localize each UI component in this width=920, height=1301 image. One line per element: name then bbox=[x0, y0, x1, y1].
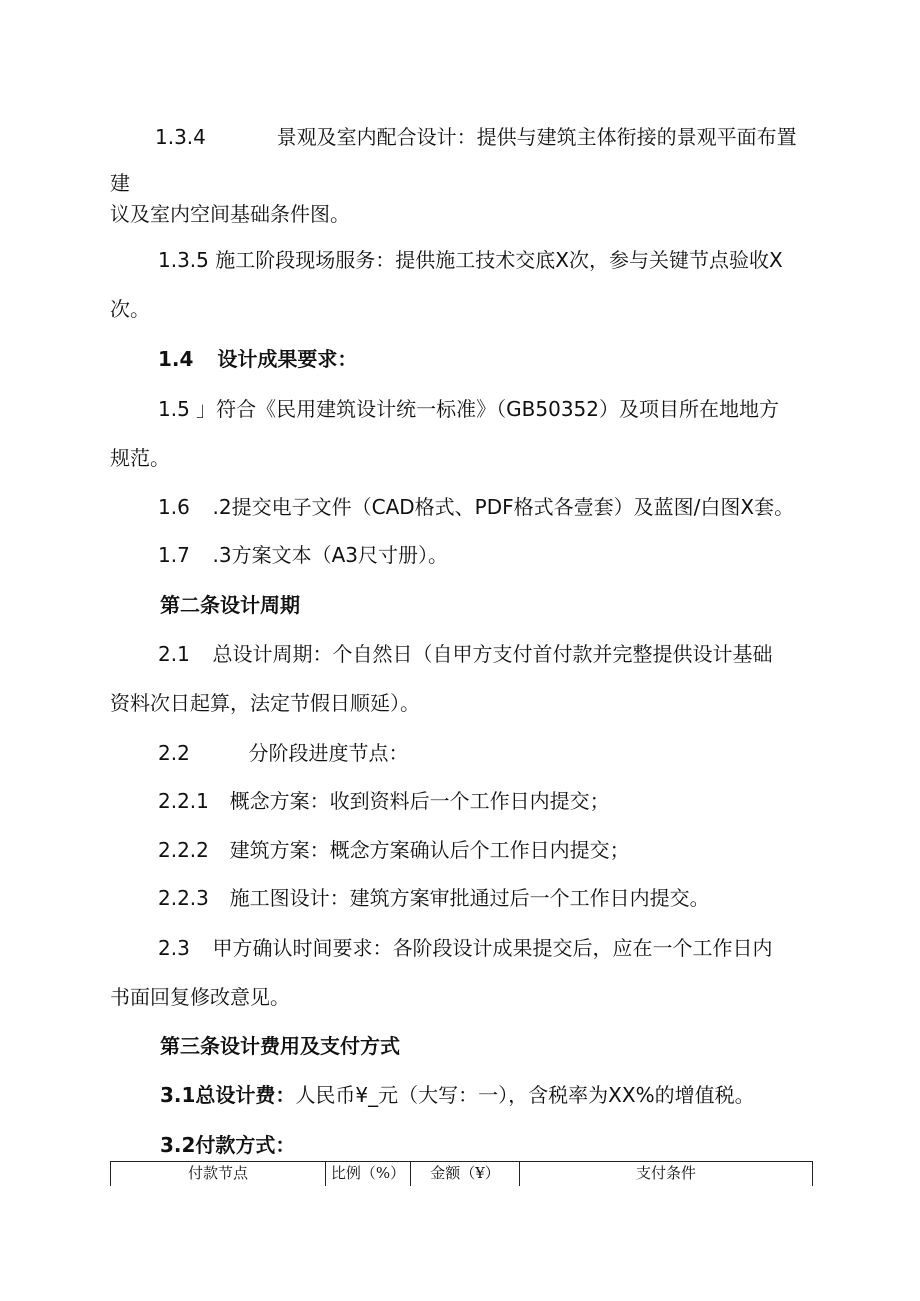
clause-2-2-1 bbox=[158, 788, 610, 814]
clause-1-3-4 bbox=[155, 124, 797, 150]
clause-label: 3.1总设计费： bbox=[160, 1083, 296, 1107]
clause-text: 分阶段进度节点： bbox=[248, 741, 409, 765]
clause-2-3-wrap: 书面回复修改意见。 bbox=[110, 985, 290, 1009]
clause-text: .3方案文本（A3尺寸册）。 bbox=[212, 543, 449, 567]
clause-2-2-2 bbox=[158, 837, 630, 863]
clause-1-5: 1.5 」符合《民用建筑设计统一标准》（GB50352）及项目所在地地方 bbox=[158, 397, 780, 421]
clause-text: 景观及室内配合设计：提供与建筑主体衔接的景观平面布置 bbox=[276, 125, 797, 149]
clause-number: 2.1 bbox=[158, 642, 190, 666]
clause-number: 1.3.4 bbox=[155, 125, 206, 149]
table-header-row bbox=[111, 1162, 813, 1187]
payment-table bbox=[110, 1161, 813, 1186]
clause-text: 总设计周期：个自然日（自甲方支付首付款并完整提供设计基础 bbox=[212, 642, 773, 666]
clause-1-3-5-wrap: 次。 bbox=[110, 297, 150, 321]
clause-2-2 bbox=[158, 740, 409, 766]
article-2-title: 第二条设计周期 bbox=[160, 593, 300, 617]
clause-1-3-5: 1.3.5 施工阶段现场服务：提供施工技术交底X次，参与关键节点验收X bbox=[158, 248, 783, 272]
clause-2-2-3 bbox=[158, 885, 710, 911]
clause-2-3 bbox=[158, 935, 773, 961]
clause-2-1-wrap: 资料次日起算，法定节假日顺延）。 bbox=[110, 691, 420, 715]
clause-3-1 bbox=[160, 1082, 755, 1108]
clause-1-3-4-wrap-1: 建 bbox=[110, 171, 130, 195]
clause-3-2: 3.2付款方式： bbox=[160, 1133, 296, 1157]
clause-1-4 bbox=[158, 346, 357, 372]
header-ratio: 比例（%） bbox=[326, 1162, 411, 1187]
clause-text: 甲方确认时间要求：各阶段设计成果提交后，应在一个工作日内 bbox=[212, 936, 773, 960]
header-payment-condition: 支付条件 bbox=[520, 1162, 813, 1187]
clause-text: 概念方案：收到资料后一个工作日内提交； bbox=[229, 789, 610, 813]
page-cutoff bbox=[100, 1186, 820, 1301]
article-3-title: 第三条设计费用及支付方式 bbox=[160, 1034, 400, 1058]
clause-number: 2.2.1 bbox=[158, 789, 209, 813]
clause-text: 施工图设计：建筑方案审批通过后一个工作日内提交。 bbox=[229, 886, 710, 910]
clause-number: 2.2.2 bbox=[158, 838, 209, 862]
clause-1-3-4-wrap-2: 议及室内空间基础条件图。 bbox=[110, 202, 350, 226]
clause-2-1 bbox=[158, 641, 773, 667]
header-payment-node: 付款节点 bbox=[111, 1162, 326, 1187]
clause-number: 2.2 bbox=[158, 741, 190, 765]
header-amount: 金额（¥） bbox=[411, 1162, 520, 1187]
clause-1-5-wrap: 规范。 bbox=[110, 446, 170, 470]
clause-number: 1.4 bbox=[158, 347, 194, 371]
clause-text: 建筑方案：概念方案确认后个工作日内提交； bbox=[229, 838, 630, 862]
clause-heading: 设计成果要求： bbox=[217, 347, 358, 371]
clause-1-7 bbox=[158, 542, 448, 568]
clause-text: 人民币¥_元（大写：一），含税率为XX%的增值税。 bbox=[295, 1083, 755, 1107]
clause-number: 2.2.3 bbox=[158, 886, 209, 910]
clause-number: 1.7 bbox=[158, 543, 190, 567]
clause-text: .2提交电子文件（CAD格式、PDF格式各壹套）及蓝图/白图X套。 bbox=[212, 495, 795, 519]
clause-number: 2.3 bbox=[158, 936, 190, 960]
clause-1-6 bbox=[158, 494, 794, 520]
clause-number: 1.6 bbox=[158, 495, 190, 519]
